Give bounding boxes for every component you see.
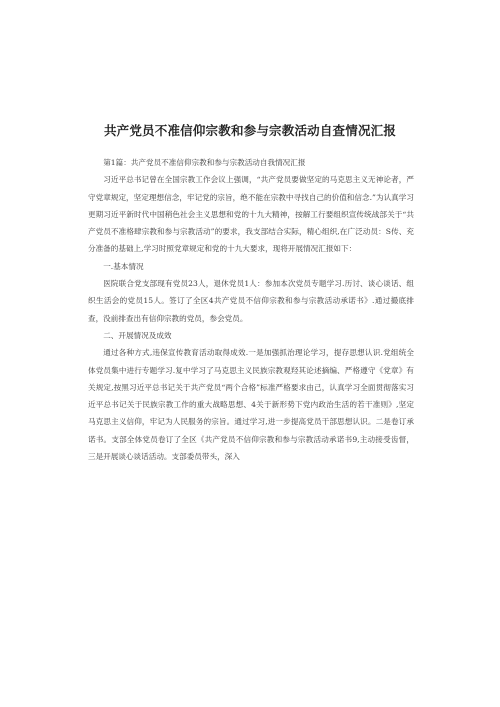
body-paragraph-progress-results: 通过各种方式,违保宣传教育活动取得成效.一是加强抓治理论学习，提存思想认识.党组统全体党员集中进行专题学习.复中学习了马克思主义民族宗教观羟其论述摘编、严格遵守《党章》有关规定,按黑习近平总书记关于共产党员“两个合格”标准严格要求由己，认真学习全面贯彻落实习近平总书记关于民族宗教工作的重大战略思想、4关于新形势下党内政治生活的若干准则》,坚定马克思主义信仰，牢记为人民服务的宗旨。通过学习,进一步提高党员干部思想认识。二是卷订承诺书。支部全体党员卷订了全区《共产党员不信仰宗教和参与宗教活动承诺书9,主动接受齿督，三是开展谈心谈话活动。支部委员带头，深入 bbox=[88, 348, 414, 462]
document-body bbox=[88, 154, 414, 465]
document-title: 共产党员不准信仰宗教和参与宗教活动自查情况汇报 bbox=[103, 123, 397, 138]
section-heading-basic-situation: 一.基本情况 bbox=[103, 261, 144, 271]
section-heading-progress-results: 二、开展情况及成效 bbox=[103, 330, 172, 340]
body-paragraph-intro: 习近平总书记曾在全国宗教工作会议上强调，“共产党员要做坚定的马克思主义无神论者，严守党章规定，坚定理想信念，牢记党的宗旨，绝不能在宗教中寻找自己的价值和信念.”为认真学习更期习近平新时代中国稍色社会主义思想和党的十九大精神，按解工行要组织宣传统战部关于“共产党员不准格肆宗教和参与宗教活动”的要求，我支部结合实际，精心组织,在广泛动员：S传、充分准备的基础上,学习时照党章规定和党的十九大要求，现将开展情况汇报如下： bbox=[88, 175, 414, 254]
subheading-first-article: 第1篇：共产党员不准信仰宗教和参与宗教活动自我情况汇报 bbox=[103, 158, 306, 167]
body-paragraph-basic-situation: 医院联合党支部现有党员23人，退休党员1人：参加本次党员专题学习.历讨、谈心谈话、组织生活会的党员15人。签订了全区4共产党员不信仰宗教和参与宗教活动承诺书》.通过撮底排查，没前排查出有信仰宗教的党员，参会党员。 bbox=[88, 279, 414, 323]
